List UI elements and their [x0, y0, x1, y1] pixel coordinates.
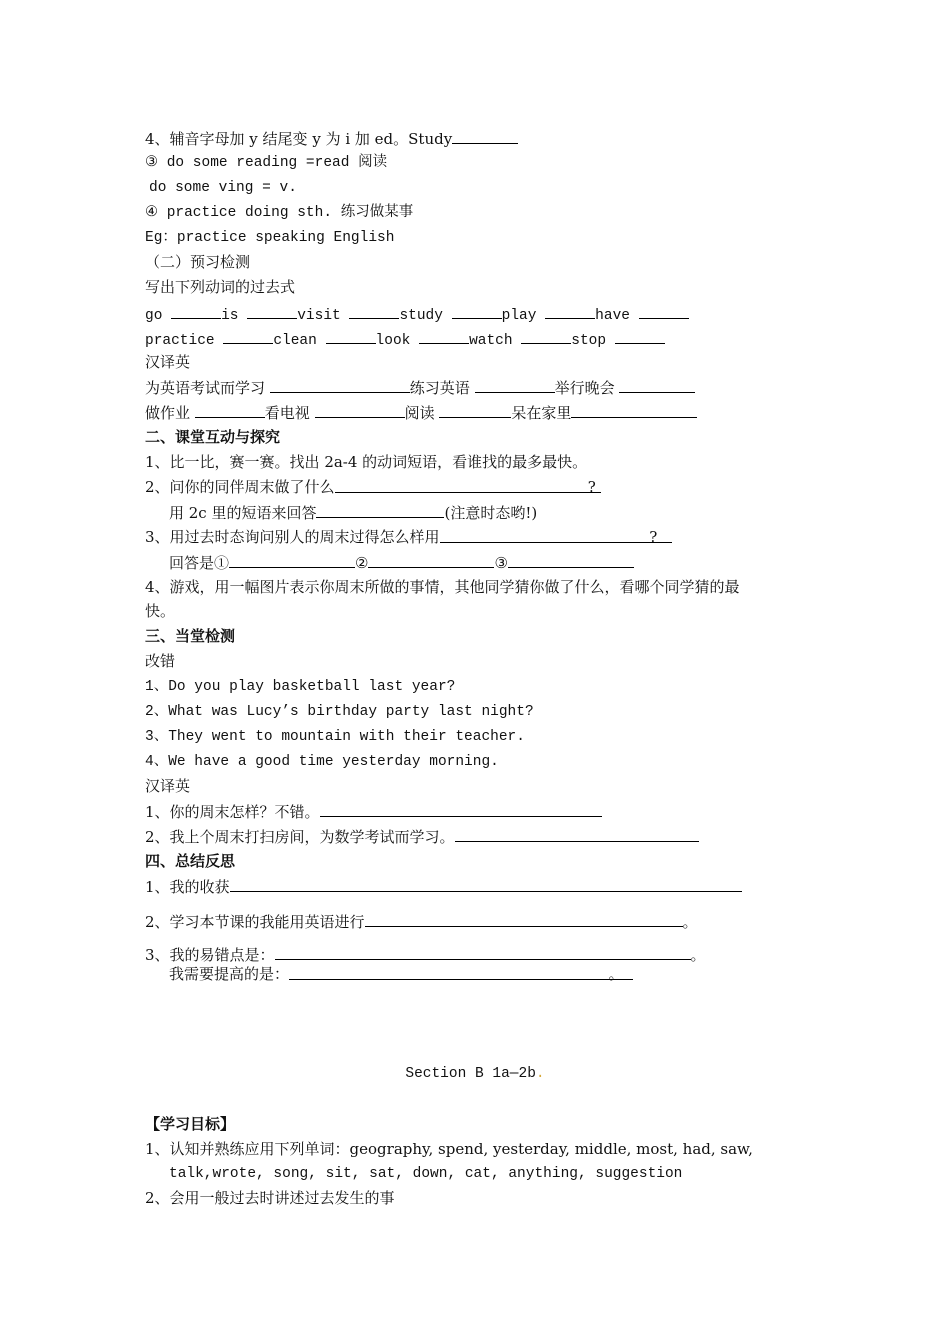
phrase-line-4: ④ practice doing sth. 练习做某事: [145, 205, 414, 221]
section-b-title: Section B 1a—2b.: [405, 1066, 545, 1082]
task-2-4-cont: 快。: [145, 602, 176, 620]
phrase-row-2: 做作业 看电视 阅读 呆在家里: [145, 402, 697, 423]
task-2-2: 2、问你的同伴周末做了什么 ?: [145, 477, 601, 497]
translate-item-1: 1、你的周末怎样？不错。: [145, 801, 602, 822]
verb-word: go: [145, 308, 163, 324]
translate-heading-2: 汉译英: [145, 777, 191, 795]
answer-blank[interactable]: [508, 552, 634, 568]
reflection-3: 3、我的易错点是： 。: [145, 946, 706, 964]
instruction-past-tense: 写出下列动词的过去式: [145, 278, 296, 296]
verb-word: practice: [145, 333, 215, 349]
rule-line-4: 4、辅音字母加 y 结尾变 y 为 i 加 ed。Study: [145, 128, 518, 149]
translate-heading-1: 汉译英: [145, 353, 191, 371]
reflection-1: 1、我的收获: [145, 876, 742, 897]
answer-blank[interactable]: [455, 826, 699, 842]
task-2-3-answers: 回答是① ② ③: [169, 552, 634, 573]
phrase-line-ving: do some ving = v.: [149, 180, 297, 196]
answer-blank[interactable]: [171, 303, 221, 319]
answer-blank[interactable]: 。: [289, 964, 633, 980]
reflection-2: 2、学习本节课的我能用英语进行 。: [145, 913, 698, 931]
answer-blank[interactable]: [439, 402, 511, 418]
translate-item-2: 2、我上个周末打扫房间，为数学考试而学习。: [145, 826, 699, 847]
answer-blank[interactable]: [452, 303, 502, 319]
answer-blank[interactable]: ?: [335, 477, 601, 493]
answer-blank[interactable]: [247, 303, 297, 319]
verb-word: look: [375, 333, 411, 349]
answer-blank[interactable]: ?: [440, 527, 672, 543]
verb-word: watch: [469, 333, 513, 349]
answer-blank[interactable]: [571, 402, 697, 418]
subheading-preview-check: （二）预习检测: [145, 253, 251, 271]
answer-blank[interactable]: [315, 402, 405, 418]
answer-blank[interactable]: [475, 377, 555, 393]
verb-word: clean: [273, 333, 317, 349]
answer-blank[interactable]: [639, 303, 689, 319]
task-2-1: 1、比一比，赛一赛。找出 2a-4 的动词短语，看谁找的最多最快。: [145, 453, 588, 471]
answer-blank[interactable]: [349, 303, 399, 319]
correction-item-2: 2、What was Lucy’s birthday party last night?: [145, 704, 534, 720]
correction-item-3: 3、They went to mountain with their teacher.: [145, 729, 525, 745]
answer-blank[interactable]: [326, 328, 376, 344]
phrase-line-3: ③ do some reading =read 阅读: [145, 155, 388, 171]
reflection-4: 我需要提高的是： 。: [169, 964, 633, 984]
answer-blank[interactable]: [229, 552, 355, 568]
correction-item-1: 1、Do you play basketball last year?: [145, 679, 456, 695]
answer-blank[interactable]: [452, 128, 518, 144]
section-heading-2: 二、课堂互动与探究: [145, 428, 281, 446]
answer-blank[interactable]: [521, 328, 571, 344]
task-2-3: 3、用过去时态询问别人的周末过得怎么样用 ?: [145, 527, 672, 547]
goal-1: 1、认知并熟练应用下列单词：geography, spend, yesterday, middle, most, had, saw,: [145, 1140, 753, 1158]
answer-blank[interactable]: [545, 303, 595, 319]
answer-blank[interactable]: [365, 911, 683, 927]
answer-blank[interactable]: [275, 944, 691, 960]
answer-blank[interactable]: [619, 377, 695, 393]
verb-word: is: [221, 308, 239, 324]
task-2-4: 4、游戏，用一幅图片表示你周末所做的事情，其他同学猜你做了什么，看哪个同学猜的最: [145, 578, 740, 596]
verb-word: visit: [297, 308, 341, 324]
section-heading-3: 三、当堂检测: [145, 627, 236, 645]
goal-2: 2、会用一般过去时讲述过去发生的事: [145, 1189, 395, 1207]
verb-word: study: [399, 308, 443, 324]
marker-dot: .: [535, 1066, 545, 1082]
answer-blank[interactable]: [615, 328, 665, 344]
answer-blank[interactable]: [419, 328, 469, 344]
phrase-row-1: 为英语考试而学习 练习英语 举行晚会: [145, 377, 695, 398]
answer-blank[interactable]: [270, 377, 410, 393]
verb-word: stop: [571, 333, 607, 349]
answer-blank[interactable]: [230, 876, 742, 892]
answer-blank[interactable]: [320, 801, 602, 817]
answer-blank[interactable]: [223, 328, 273, 344]
section-heading-4: 四、总结反思: [145, 852, 236, 870]
answer-blank[interactable]: [368, 552, 494, 568]
correction-heading: 改错: [145, 652, 176, 670]
verb-row-1: [145, 303, 689, 326]
learning-goals-heading: 【学习目标】: [145, 1115, 236, 1133]
example-line: Eg：practice speaking English: [145, 230, 395, 246]
answer-blank[interactable]: [316, 502, 444, 518]
goal-1-cont: talk,wrote, song, sit, sat, down, cat, anything, suggestion: [169, 1166, 683, 1182]
verb-word: play: [501, 308, 537, 324]
task-2-2-answer: 用 2c 里的短语来回答 (注意时态哟!): [169, 504, 538, 522]
verb-row-2: [145, 328, 665, 351]
verb-word: have: [595, 308, 630, 324]
answer-blank[interactable]: [195, 402, 265, 418]
correction-item-4: 4、We have a good time yesterday morning.: [145, 754, 499, 770]
